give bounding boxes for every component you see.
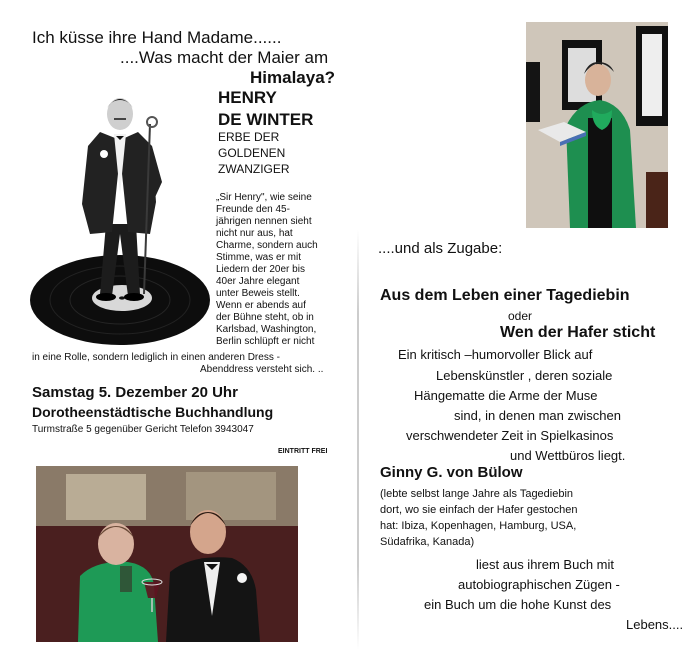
performer-on-record-photo <box>28 84 214 354</box>
performer-subtitle-line-3: ZWANZIGER <box>218 162 290 176</box>
description-line: sind, in denen man zwischen <box>454 408 621 423</box>
author-note-line: (lebte selbst lange Jahre als Tagediebin <box>380 488 574 500</box>
book-title-2: Wen der Hafer sticht <box>500 324 656 341</box>
author-note-line: dort, wo sie einfach der Hafer gestochen <box>380 504 578 516</box>
encore-intro: ....und als Zugabe: <box>378 240 503 257</box>
author-note-line: Südafrika, Kanada) <box>380 536 475 548</box>
reader-photo <box>526 22 668 228</box>
admission-note: EINTRITT FREI <box>278 448 328 455</box>
bio-line: unter Beweis stellt. <box>216 288 300 299</box>
headline-line-2: ....Was macht der Maier am <box>120 48 329 67</box>
performer-name-line-1: HENRY <box>218 88 277 107</box>
bio-line: jährigen nennen sieht <box>216 216 312 227</box>
description-line: verschwendeter Zeit in Spielkasinos <box>406 428 614 443</box>
bio-line: nicht nur aus, hat <box>216 228 293 239</box>
description-line: Hängematte die Arme der Muse <box>414 388 598 403</box>
performer-subtitle-line-2: GOLDENEN <box>218 146 286 160</box>
bio-line: Berlin schlüpft er nicht <box>216 336 315 347</box>
headline-line-1: Ich küsse ihre Hand Madame...... <box>32 28 282 47</box>
event-date: Samstag 5. Dezember 20 Uhr <box>32 384 238 401</box>
bio-line: 40er Jahre elegant <box>216 276 300 287</box>
bio-line: Karlsbad, Washington, <box>216 324 317 335</box>
bio-line: Charme, sondern auch <box>216 240 318 251</box>
performer-name-line-2: DE WINTER <box>218 110 314 129</box>
reading-line: ein Buch um die hohe Kunst des <box>424 597 612 612</box>
couple-photo <box>36 466 298 642</box>
bio-line: Stimme, was er mit <box>216 252 302 263</box>
headline-line-3: Himalaya? <box>250 68 336 87</box>
book-title-1: Aus dem Leben einer Tagediebin <box>380 287 630 304</box>
description-line: und Wettbüros liegt. <box>510 448 626 463</box>
reading-line: Lebens.... <box>626 617 684 632</box>
reading-line: liest aus ihrem Buch mit <box>476 557 614 572</box>
description-line: Lebenskünstler , deren soziale <box>436 368 613 383</box>
connector-oder: oder <box>508 309 533 323</box>
description-line: Ein kritisch –humorvoller Blick auf <box>398 347 593 362</box>
author-name: Ginny G. von Bülow <box>380 464 523 481</box>
author-note-line: hat: Ibiza, Kopenhagen, Hamburg, USA, <box>380 520 577 532</box>
bio-line: Liedern der 20er bis <box>216 264 305 275</box>
bio-tail-line: Abenddress versteht sich. .. <box>200 364 324 375</box>
fold-divider <box>357 230 359 650</box>
bio-line: Freunde den 45- <box>216 204 290 215</box>
bio-line: der Bühne steht, ob in <box>216 312 314 323</box>
performer-subtitle-line-1: ERBE DER <box>218 130 280 144</box>
bio-tail-line: in eine Rolle, sondern lediglich in einen anderen Dress - <box>32 352 280 363</box>
reading-line: autobiographischen Zügen - <box>458 577 620 592</box>
event-venue: Dorotheenstädtische Buchhandlung <box>32 404 274 420</box>
event-address: Turmstraße 5 gegenüber Gericht Telefon 3943047 <box>32 424 254 435</box>
bio-line: Wenn er abends auf <box>216 300 306 311</box>
bio-line: „Sir Henry", wie seine <box>216 192 312 203</box>
